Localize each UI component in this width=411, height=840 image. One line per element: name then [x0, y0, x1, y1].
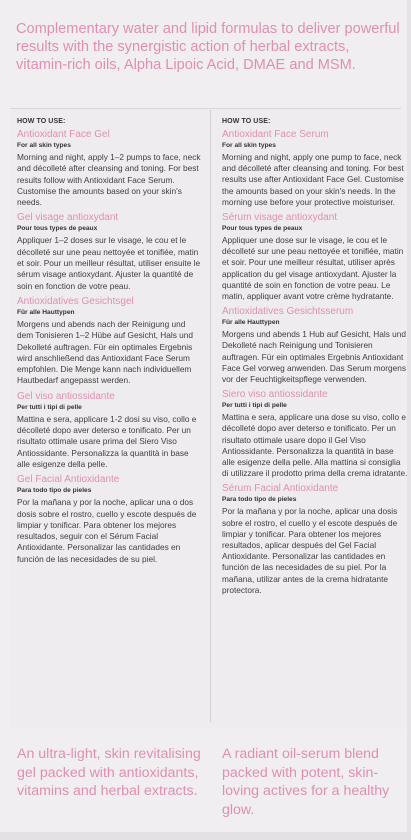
section-skin-type: Pour tous types de peaux: [17, 225, 98, 233]
section-title: Siero viso antiossidante: [222, 389, 328, 401]
section-title: Sérum visage antioxydant: [222, 212, 338, 224]
section-title: Antioxidatives Gesichtsserum: [222, 306, 354, 318]
section-body: Por la mañana y por la noche, aplicar una o dos dosis sobre el rostro, cuello y escote después de limpiar y tonificar. Para obtener los mejores resultados, seguir con el Sérum Facial Antioxidante. Personalizar las cantidades en función de las necesidades de su piel.: [17, 497, 197, 564]
face-serum-instructions: [222, 118, 408, 600]
face-serum-tagline: A radiant oil-serum blend packed with potent, skin-loving actives for a healthy glow.: [222, 746, 390, 818]
section-title: Antioxidant Face Gel: [17, 129, 110, 140]
instruction-section-en: [222, 129, 408, 208]
intro-statement: Complementary water and lipid formulas to deliver powerful results with the synergistic action of herbal extracts, vitamin-rich oils, Alpha Lipoic Acid, DMAE and MSM.: [16, 21, 400, 73]
section-skin-type: Für alle Hauttypen: [222, 319, 280, 327]
how-to-use-heading: HOW TO USE:: [17, 118, 66, 125]
section-body: Appliquer 1–2 doses sur le visage, le cou et le décolleté sur une peau nettoyée et tonifiée, matin et soir. Pour un meilleur résultat, utiliser ensuite le sérum visage antioxydant. Ajuster la quantité de soin en fonction de votre peau.: [17, 235, 201, 291]
section-skin-type: Für alle Hauttypen: [17, 308, 75, 316]
instruction-section-de: [17, 296, 203, 387]
section-skin-type: Para todo tipo de pieles: [17, 487, 92, 495]
section-body: Mattina e sera, applicare 1-2 dosi su viso, collo e décolleté dopo aver deterso e tonificato. Per un risultato ottimale usare prima del Siero Viso Antiossidante. Personalizza la quantità in base alle esigenze della pelle.: [17, 413, 197, 469]
instruction-section-en: [17, 129, 203, 208]
section-skin-type: For all skin types: [222, 142, 276, 149]
section-body: Morning and night, apply 1–2 pumps to face, neck and décolleté after cleansing and toning. For best results follow with Antioxidant Face Serum. Customise the amounts based on your skin's needs.: [17, 152, 201, 208]
instruction-section-it: [222, 389, 408, 479]
instruction-section-fr: [222, 212, 408, 302]
instruction-section-de: [222, 306, 408, 385]
instruction-section-fr: [17, 212, 203, 291]
how-to-use-heading: HOW TO USE:: [222, 118, 271, 125]
box-edge: [407, 0, 411, 840]
face-gel-instructions: [17, 118, 203, 569]
section-title: Gel viso antiossidante: [17, 390, 115, 402]
section-title: Antioxidant Face Serum: [222, 129, 329, 140]
section-title: Gel Facial Antioxidante: [17, 474, 120, 486]
instruction-section-it: [17, 391, 203, 470]
column-divider: [210, 110, 211, 722]
section-title: Antioxidatives Gesichtsgel: [17, 295, 134, 307]
section-skin-type: Per tutti i tipi di pelle: [17, 403, 82, 411]
section-skin-type: Pour tous types de peaux: [222, 225, 303, 233]
instruction-section-es: [222, 483, 408, 596]
section-skin-type: Per tutti i tipi di pelle: [222, 402, 287, 410]
section-body: Morning and night, apply one pump to face, neck and décolleté after cleansing and toning. For best results use after Antioxidant Face Gel. Customise the amounts based on your skin's needs. In the morning use before your protective moisturiser.: [222, 152, 404, 207]
section-title: Gel visage antioxydant: [17, 212, 119, 224]
section-body: Mattina e sera, applicare una dose su viso, collo e décolleté dopo aver deterso e tonificato. Per un risultato ottimale usare dopo il Gel Viso Antiossidante. Personalizza la quantità in base alle esigenze della pelle. Alla mattina si consiglia di utilizzare il prodotto prima della crema idratante.: [222, 412, 408, 479]
section-body: Appliquer une dose sur le visage, le cou et le décolleté sur une peau nettoyée et tonifiée, matin et soir. Pour une meilleur résultat, utiliser après application du gel visage antioxydant. Ajuster la quantité de soin en fonction de votre peau. Le matin, appliquer avant votre crème hydratante.: [222, 235, 404, 302]
section-title: Sérum Facial Antioxidante: [222, 483, 339, 495]
section-skin-type: For all skin types: [17, 142, 71, 149]
box-bottom-edge: [0, 832, 411, 840]
section-body: Morgens und abends nach der Reinigung und dem Tonisieren 1–2 Hübe auf Gesicht, Hals und Dekolleté auftragen. Für ein optimales Ergebnis wird anschließend das Antioxidant Face Serum empfohlen. Die Menge kann nach individuellem Hautbedarf angepasst werden.: [17, 318, 194, 386]
section-body: Morgens und abends 1 Hub auf Gesicht, Hals und Dekolleté nach Reinigung und Tonisieren auftragen. Für ein optimales Ergebnis Antioxidant Face Gel vorweg anwenden. Das Serum morgens vor der Feuchtigkeitspflege verwenden.: [222, 329, 407, 385]
section-skin-type: Para todo tipo de pieles: [222, 496, 297, 504]
section-body: Por la mañana y por la noche, aplicar una dosis sobre el rostro, el cuello y el escote después de limpiar y tonificar. Para obtener los mejores resultados, aplicar después del Gel Facial Antioxidante. Personalizar las cantidades en función de las necesidades de su piel. Por la mañana, utilizar antes de la crema hidratante protectora.: [222, 506, 398, 595]
instruction-section-es: [17, 474, 203, 565]
face-gel-tagline: An ultra-light, skin revitalising gel packed with antioxidants, vitamins and herbal extracts.: [17, 746, 201, 799]
